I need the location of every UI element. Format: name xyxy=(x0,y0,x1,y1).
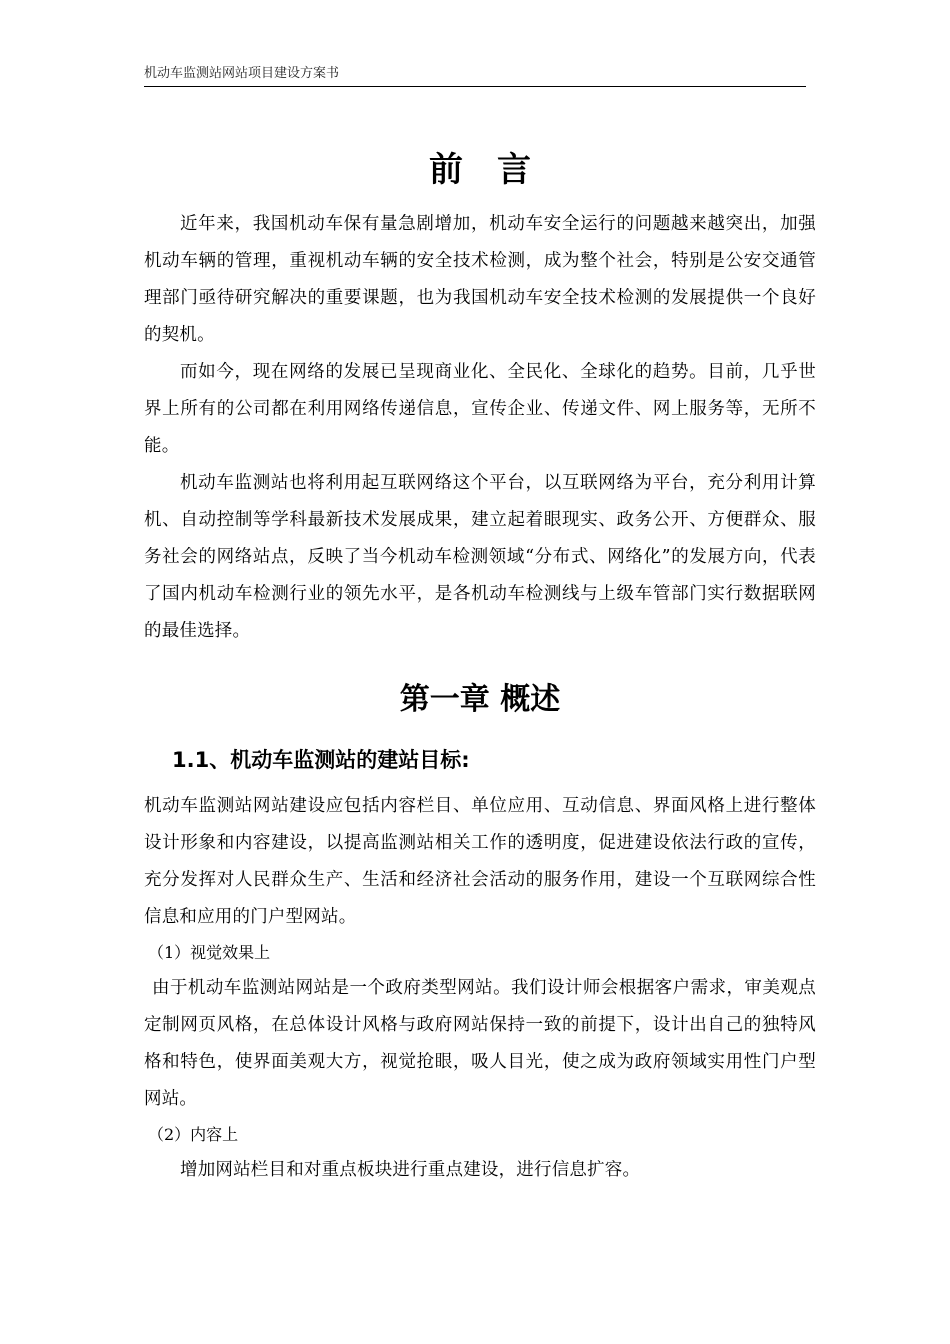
item-label-content: （2）内容上 xyxy=(148,1125,239,1144)
preface-paragraph-3: 机动车监测站也将利用起互联网络这个平台，以互联网络为平台，充分利用计算机、自动控制等学科最新技术发展成果，建立起着眼现实、政务公开、方便群众、服务社会的网络站点，反映了当今机动车检测领域“分布式、网络化”的发展方向，代表了国内机动车检测行业的领先水平，是各机动车检测线与上级车管部门实行数据联网的最佳选择。 xyxy=(144,473,816,641)
section-title: 1.1、机动车监测站的建站目标: xyxy=(172,748,470,772)
preface-paragraph-1: 近年来，我国机动车保有量急剧增加，机动车安全运行的问题越来越突出，加强机动车辆的管理，重视机动车辆的安全技术检测，成为整个社会，特别是公安交通管理部门亟待研究解决的重要课题，也为我国机动车安全技术检测的发展提供一个良好的契机。 xyxy=(144,214,816,345)
preface-paragraph-2: 而如今，现在网络的发展已呈现商业化、全民化、全球化的趋势。目前，几乎世界上所有的公司都在利用网络传递信息，宣传企业、传递文件、网上服务等，无所不能。 xyxy=(144,362,816,456)
document-body xyxy=(144,140,816,1189)
header-rule xyxy=(144,86,806,87)
section-intro-paragraph: 机动车监测站网站建设应包括内容栏目、单位应用、互动信息、界面风格上进行整体设计形象和内容建设，以提高监测站相关工作的透明度，促进建设依法行政的宣传，充分发挥对人民群众生产、生活和经济社会活动的服务作用，建设一个互联网综合性信息和应用的门户型网站。 xyxy=(144,796,816,927)
preface-title: 前 言 xyxy=(429,150,531,190)
item-text-visual: 由于机动车监测站网站是一个政府类型网站。我们设计师会根据客户需求，审美观点定制网页风格，在总体设计风格与政府网站保持一致的前提下，设计出自己的独特风格和特色，使界面美观大方，视觉抢眼，吸人目光，使之成为政府领域实用性门户型网站。 xyxy=(144,978,816,1109)
item-text-content: 增加网站栏目和对重点板块进行重点建设，进行信息扩容。 xyxy=(180,1160,641,1180)
chapter-title: 第一章 概述 xyxy=(399,682,561,717)
item-label-visual: （1）视觉效果上 xyxy=(148,943,271,962)
running-header: 机动车监测站网站项目建设方案书 xyxy=(144,66,340,81)
